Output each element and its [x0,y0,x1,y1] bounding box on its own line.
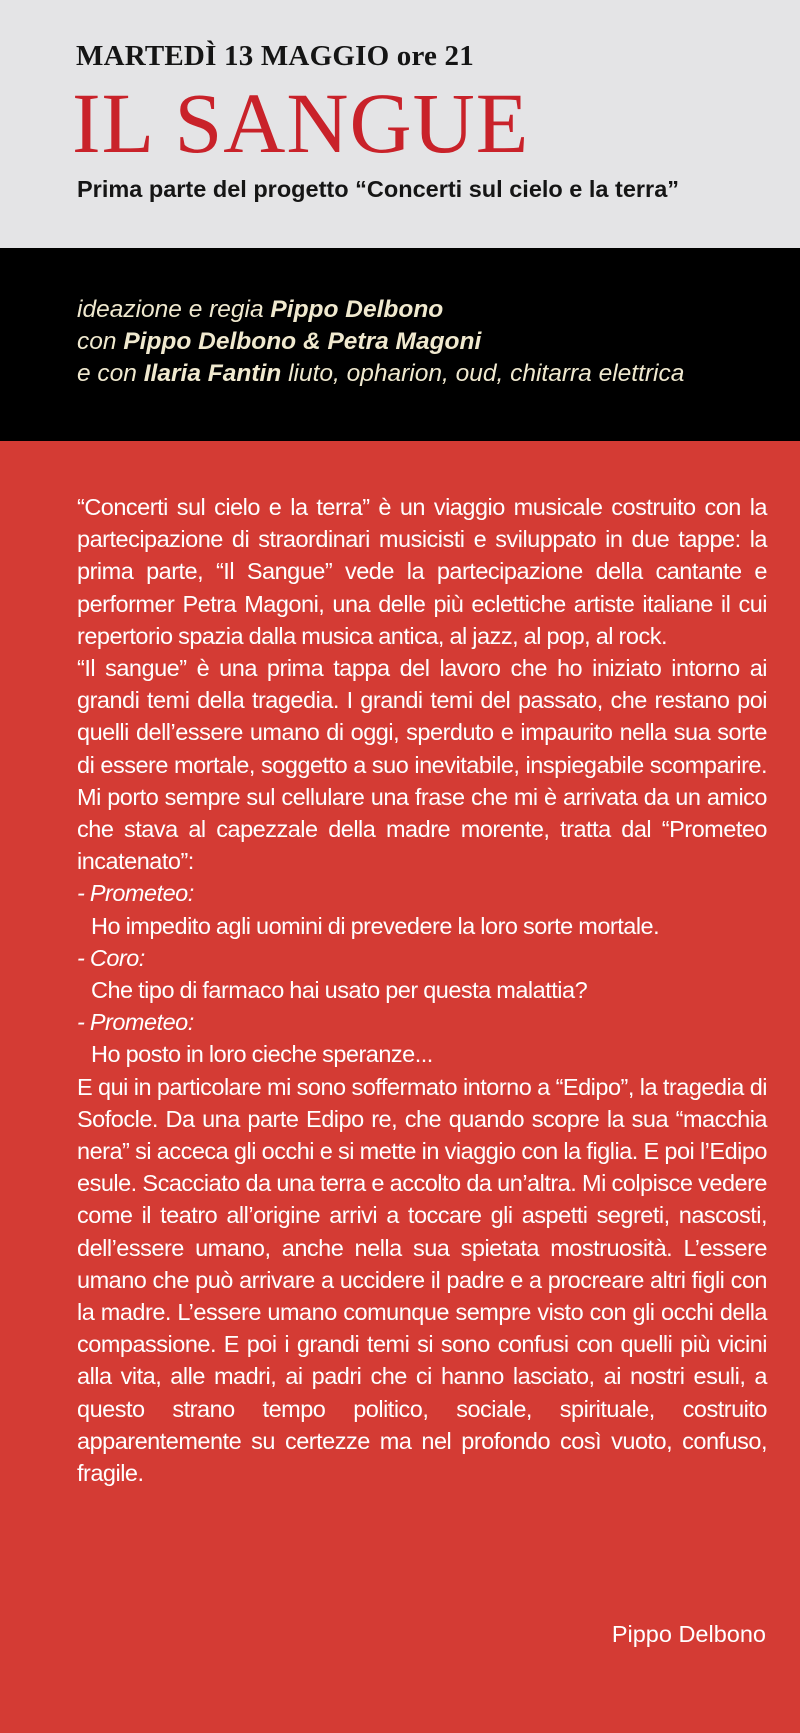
paragraph-tragedy: “Il sangue” è una prima tappa del lavoro che ho iniziato intorno ai grandi temi della tragedia. I grandi temi del passato, che restano poi quelli dell’essere umano di oggi, sperduto e impaurito nella sua sorte di essere mortale, soggetto a suo inevitabile, inspiegabile scomparire. Mi porto sempre sul cellulare una frase che mi è arrivata da un amico che stava al capezzale della madre morente, tratta dal “Prometeo incatenato”: [77,655,767,875]
credits-band [0,248,800,441]
dialogue-line: Ho impedito agli uomini di prevedere la loro sorte mortale. [91,912,660,939]
credit-musician-instruments: liuto, opharion, oud, chitarra elettrica [281,360,685,387]
paragraph-intro: “Concerti sul cielo e la terra” è un viaggio musicale costruito con la partecipazione di straordinari musicisti e sviluppato in due tappe: la prima parte, “Il Sangue” vede la partecipazione della cantante e performer Petra Magoni, una delle più eclettiche artiste italiane il cui repertorio spazia dalla musica antica, al jazz, al pop, al rock. [77,494,767,649]
credit-cast-label: con [77,328,124,355]
show-title: IL SANGUE [72,75,530,171]
dialogue-speaker: - Prometeo: [77,880,194,907]
credit-direction-name: Pippo Delbono [270,296,444,323]
show-subtitle: Prima parte del progetto “Concerti sul cielo e la terra” [77,176,680,202]
credit-direction-label: ideazione e regia [77,296,271,323]
dialogue-line: Ho posto in loro cieche speranze... [91,1041,433,1068]
credit-direction [77,296,443,324]
dialogue-line: Che tipo di farmaco hai usato per questa malattia? [91,977,588,1004]
credit-cast [77,328,481,356]
paragraph-edipo: E qui in particolare mi sono soffermato intorno a “Edipo”, la tragedia di Sofocle. Da una parte Edipo re, che quando scopre la sua “macchia nera” si acceca gli occhi e si mette in viaggio con la figlia. E poi l’Edipo esule. Scacciato da una terra e accolto da un’altra. Mi colpisce vedere come il teatro all’origine arrivi a toccare gli aspetti segreti, nascosti, dell’essere umano, anche nella sua spietata mostruosità. L’essere umano che può arrivare a uccidere il padre e a procreare altri figli con la madre. L’essere umano comunque sempre visto con gli occhi della compassione. E poi i grandi temi si sono confusi con quelli più vicini alla vita, alle madri, ai padri che ci hanno lasciato, ai nostri esuli, a questo strano tempo politico, sociale, spirituale, costruito apparentemente su certezze ma nel profondo così vuoto, confuso, fragile. [77,1073,767,1487]
credit-musician-label: e con [77,360,144,387]
credit-musician-name: Ilaria Fantin [143,360,282,387]
header-band [0,0,800,248]
dialogue-speaker: - Coro: [77,944,145,971]
event-date: MARTEDÌ 13 MAGGIO ore 21 [76,40,474,72]
credit-musician [77,360,684,388]
description-text [77,491,767,1489]
dialogue-speaker: - Prometeo: [77,1009,194,1036]
author-signature: Pippo Delbono [611,1621,766,1647]
credit-cast-names: Pippo Delbono & Petra Magoni [123,328,482,355]
